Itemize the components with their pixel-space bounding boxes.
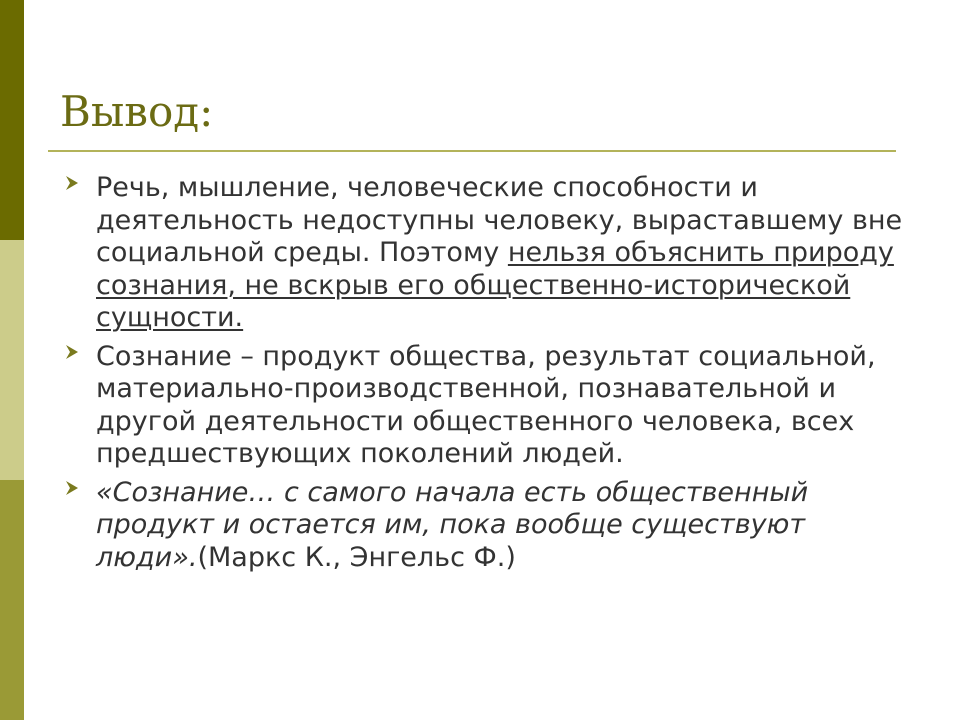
bullet-text: Сознание – продукт общества, результат социальной, материально-производственной, познавательной и другой деятельности общественного человека, всех предшествующих поколений людей.: [96, 340, 876, 469]
bullet-quote-source: (Маркс К., Энгельс Ф.): [197, 541, 516, 573]
bullet-item-3: [60, 477, 910, 575]
bullet-list: [60, 172, 910, 580]
side-bar-dark-segment: [0, 0, 24, 240]
title-divider: [48, 150, 896, 152]
side-bar-light-segment: [0, 240, 24, 480]
side-bar-mid-segment: [0, 480, 24, 720]
bullet-quote-text: «Сознание… с самого начала есть общественный продукт и остается им, пока вообще существуют люди».: [96, 476, 809, 573]
bullet-item-1: [60, 172, 910, 335]
chevron-right-arrow-icon: [62, 173, 82, 193]
chevron-right-arrow-icon: [62, 478, 82, 498]
chevron-right-arrow-icon: [62, 342, 82, 362]
bullet-item-2: [60, 341, 910, 471]
bullet-underlined-text: нельзя объяснить природу сознания, не вскрыв его общественно-исторической сущности.: [96, 237, 894, 333]
slide-title: Вывод:: [60, 87, 214, 136]
bullet-text: Речь, мышление, человеческие способности и деятельность недоступны человеку, выраставшему вне социальной среды. Поэтому: [96, 172, 903, 268]
